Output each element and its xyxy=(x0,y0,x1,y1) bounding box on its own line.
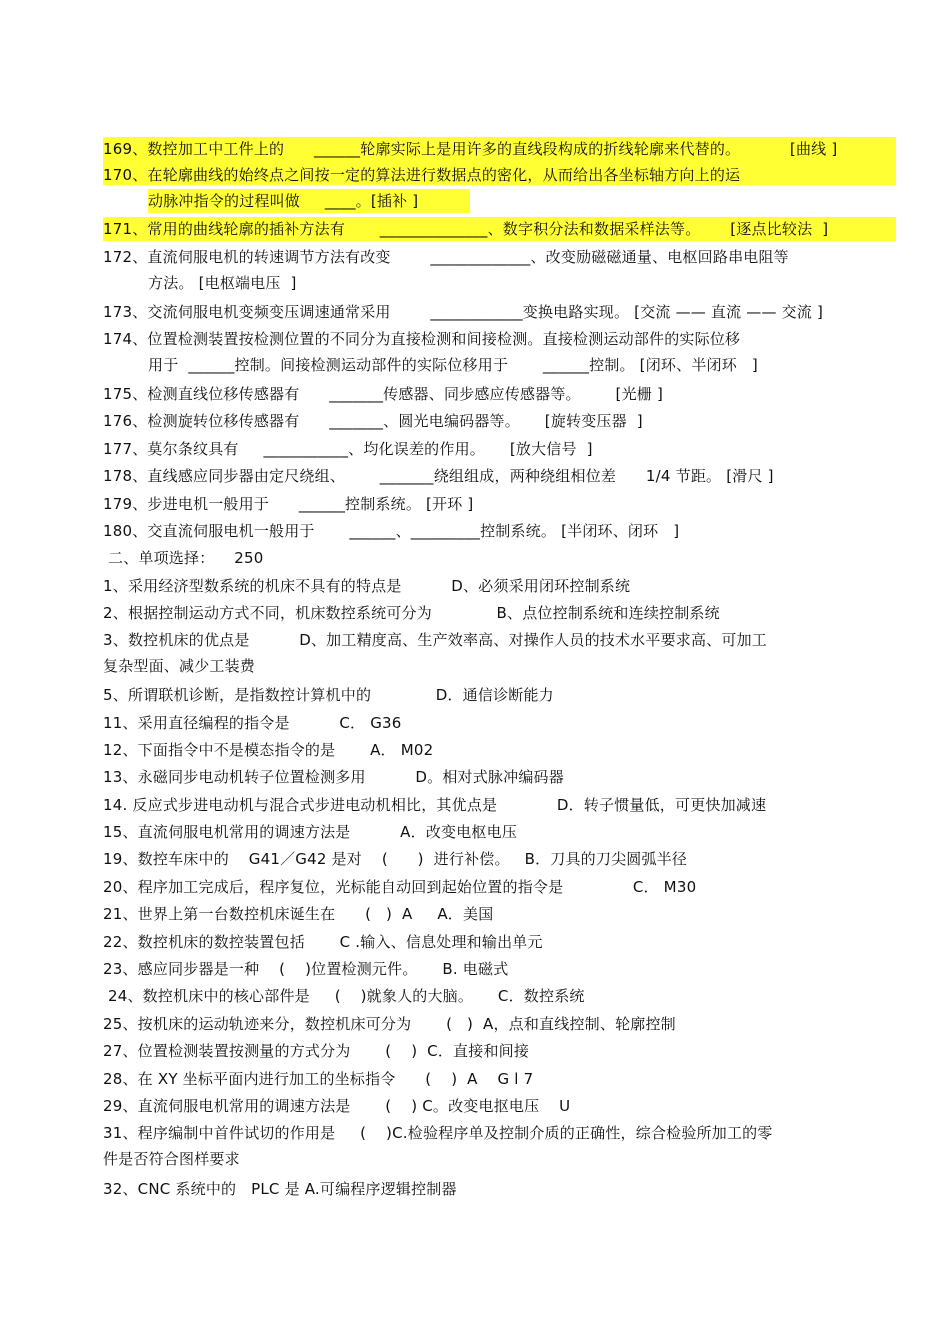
choice-15: 15、直流伺服电机常用的调速方法是 A．改变电枢电压 xyxy=(103,823,518,841)
choice-31: 31、程序编制中首件试切的作用是 ( )C.检验程序单及控制介质的正确性，综合检验所加工的零 xyxy=(103,1124,773,1142)
question-173: 173、交流伺服电机变频变压调速通常采用 ____________变换电路实现。 [交流 —— 直流 —— 交流 ] xyxy=(103,303,824,321)
question-171: 171、常用的曲线轮廓的插补方法有 ______________、数字积分法和数据采样法等。 [逐点比较法 ] xyxy=(103,220,829,238)
choice-31-continued: 件是否符合图样要求 xyxy=(103,1150,240,1168)
choice-13: 13、永磁同步电动机转子位置检测多用 D。相对式脉冲编码器 xyxy=(103,768,564,786)
choice-12: 12、下面指令中不是模态指令的是 A． M02 xyxy=(103,741,434,759)
choice-11: 11、采用直径编程的指令是 C． G36 xyxy=(103,714,402,732)
question-177: 177、莫尔条纹具有 ___________、均化误差的作用。 [放大信号 ] xyxy=(103,440,593,458)
choice-5: 5、所谓联机诊断，是指数控计算机中的 D．通信诊断能力 xyxy=(103,686,554,704)
choice-24: 24、数控机床中的核心部件是 ( )就象人的大脑。 C．数控系统 xyxy=(103,987,585,1005)
question-169: 169、数控加工中工件上的 ______轮廓实际上是用许多的直线段构成的折线轮廓来代替的。 [曲线 ] xyxy=(103,140,838,158)
choice-2: 2、根据控制运动方式不同，机床数控系统可分为 B、点位控制系统和连续控制系统 xyxy=(103,604,720,622)
question-176: 176、检测旋转位移传感器有 _______、圆光电编码器等。 [旋转变压器 ] xyxy=(103,412,643,430)
choice-14: 14. 反应式步进电动机与混合式步进电动机相比，其优点是 D．转子惯量低，可更快加减速 xyxy=(103,796,767,814)
choice-19: 19、数控车床中的 G41／G42 是对 ( ) 进行补偿。 B．刀具的刀尖圆弧半径 xyxy=(103,850,688,868)
choice-29: 29、直流伺服电机常用的调速方法是 ( ) C。改变电抠电压 U xyxy=(103,1097,571,1115)
question-174: 174、位置检测装置按检测位置的不同分为直接检测和间接检测。直接检测运动部件的实际位移 xyxy=(103,330,741,348)
choice-3-continued: 复杂型面、减少工装费 xyxy=(103,657,256,675)
choice-23: 23、感应同步器是一种 ( )位置检测元件。 B. 电磁式 xyxy=(103,960,509,978)
question-172: 172、直流伺服电机的转速调节方法有改变 _____________、改变励磁磁通量、电枢回路串电阻等 xyxy=(103,248,789,266)
choice-22: 22、数控机床的数控装置包括 C .输入、信息处理和输出单元 xyxy=(103,933,543,951)
choice-32: 32、CNC 系统中的 PLC 是 A.可编程序逻辑控制器 xyxy=(103,1180,457,1198)
choice-21: 21、世界上第一台数控机床诞生在 ( ) A A．美国 xyxy=(103,905,494,923)
question-179: 179、步进电机一般用于 ______控制系统。 [开环 ] xyxy=(103,495,474,513)
choice-1: 1、采用经济型数系统的机床不具有的特点是 D、必须采用闭环控制系统 xyxy=(103,577,631,595)
question-178: 178、直线感应同步器由定尺绕组、 _______绕组组成，两种绕组相位差 1/4 节距。 [滑尺 ] xyxy=(103,467,774,485)
choice-25: 25、按机床的运动轨迹来分，数控机床可分为 ( ) A，点和直线控制、轮廓控制 xyxy=(103,1015,676,1033)
choice-28: 28、在 XY 坐标平面内进行加工的坐标指令 ( ) A G l 7 xyxy=(103,1070,534,1088)
choice-27: 27、位置检测装置按测量的方式分为 ( ) C．直接和间接 xyxy=(103,1042,530,1060)
question-175: 175、检测直线位移传感器有 _______传感器、同步感应传感器等。 [光栅 ] xyxy=(103,385,663,403)
question-172-continued: 方法。 [电枢端电压 ] xyxy=(148,274,297,292)
question-180: 180、交直流伺服电机一般用于 ______、_________控制系统。 [半闭环、闭环 ] xyxy=(103,522,680,540)
choice-20: 20、程序加工完成后，程序复位，光标能自动回到起始位置的指令是 C． M30 xyxy=(103,878,697,896)
question-170: 170、在轮廓曲线的始终点之间按一定的算法进行数据点的密化，从而给出各坐标轴方向上的运 xyxy=(103,166,741,184)
choice-3: 3、数控机床的优点是 D、加工精度高、生产效率高、对操作人员的技术水平要求高、可加工 xyxy=(103,631,767,649)
section-heading-single-choice: 二、单项选择： 250 xyxy=(108,549,264,567)
question-170-continued: 动脉冲指令的过程叫做 ____。[插补 ] xyxy=(148,192,419,210)
question-174-continued: 用于 ______控制。间接检测运动部件的实际位移用于 ______控制。 [闭环、半闭环 ] xyxy=(148,356,758,374)
